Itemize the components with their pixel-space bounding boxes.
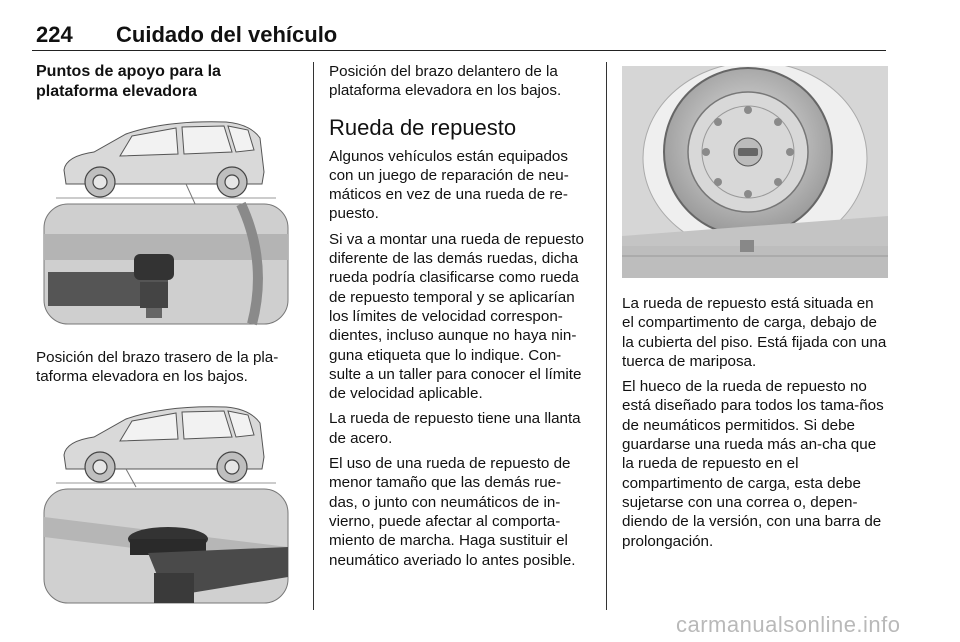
paragraph-repair-kit: Algunos vehículos están equipados con un juego de reparación de neu-máticos en vez de una rueda de re-puesto. (329, 147, 569, 223)
spare-wheel-illustration (622, 66, 888, 278)
column-middle (329, 62, 589, 576)
front-lift-point-illustration (36, 397, 296, 609)
column-left (36, 62, 296, 609)
subsection-title: Puntos de apoyo para la plataforma elevadora (36, 63, 221, 100)
caption-front-lift-arm: Posición del brazo delantero de la plataforma elevadora en los bajos. (329, 63, 562, 100)
page-header (32, 20, 886, 51)
paragraph-spare-well: El hueco de la rueda de repuesto no está diseñado para todos los tama-ños de neumáticos permitidos. Si debe guardarse una rueda más an-cha que la rueda de repuesto en el compartimento de carga, esta debe sujetarse con una correa o, depen-diendo de la versión, con una barra de prolongación. (622, 378, 884, 550)
column-divider-2 (606, 62, 607, 610)
column-right (622, 62, 888, 557)
rear-lift-point-illustration (36, 112, 296, 330)
wing-nut (738, 148, 758, 156)
column-divider-1 (313, 62, 314, 610)
heading-spare-wheel: Rueda de repuesto (329, 114, 517, 140)
paragraph-temporary-spare: Si va a montar una rueda de repuesto diferente de las demás ruedas, dicha rueda podría clasificarse como rueda de repuesto temporal y se aplicarían los límites de velocidad correspon-dientes, incluso aunque no haya nin-guna etiqueta que lo indique. Con-sulte a un taller para conocer el límite de velocidad aplicable. (329, 230, 584, 403)
caption-rear-lift-arm: Posición del brazo trasero de la pla-taforma elevadora en los bajos. (36, 349, 279, 386)
lift-arm-detail (44, 204, 288, 324)
paragraph-steel-rim: La rueda de repuesto tiene una llanta de acero. (329, 410, 581, 447)
lift-arm-detail-2 (44, 489, 288, 603)
watermark: carmanualsonline.info (676, 612, 901, 637)
page-number: 224 (36, 22, 73, 47)
paragraph-driving-behaviour: El uso de una rueda de repuesto de menor tamaño que las demás rue-das, o junto con neumáticos de in-vierno, puede afectar al comporta-miento de marcha. Haga sustituir el neumático averiado lo antes posible. (329, 455, 576, 569)
paragraph-spare-location: La rueda de repuesto está situada en el compartimento de carga, debajo de la cubierta del piso. Está fijada con una tuerca de mariposa. (622, 295, 887, 370)
section-title: Cuidado del vehículo (116, 22, 338, 47)
